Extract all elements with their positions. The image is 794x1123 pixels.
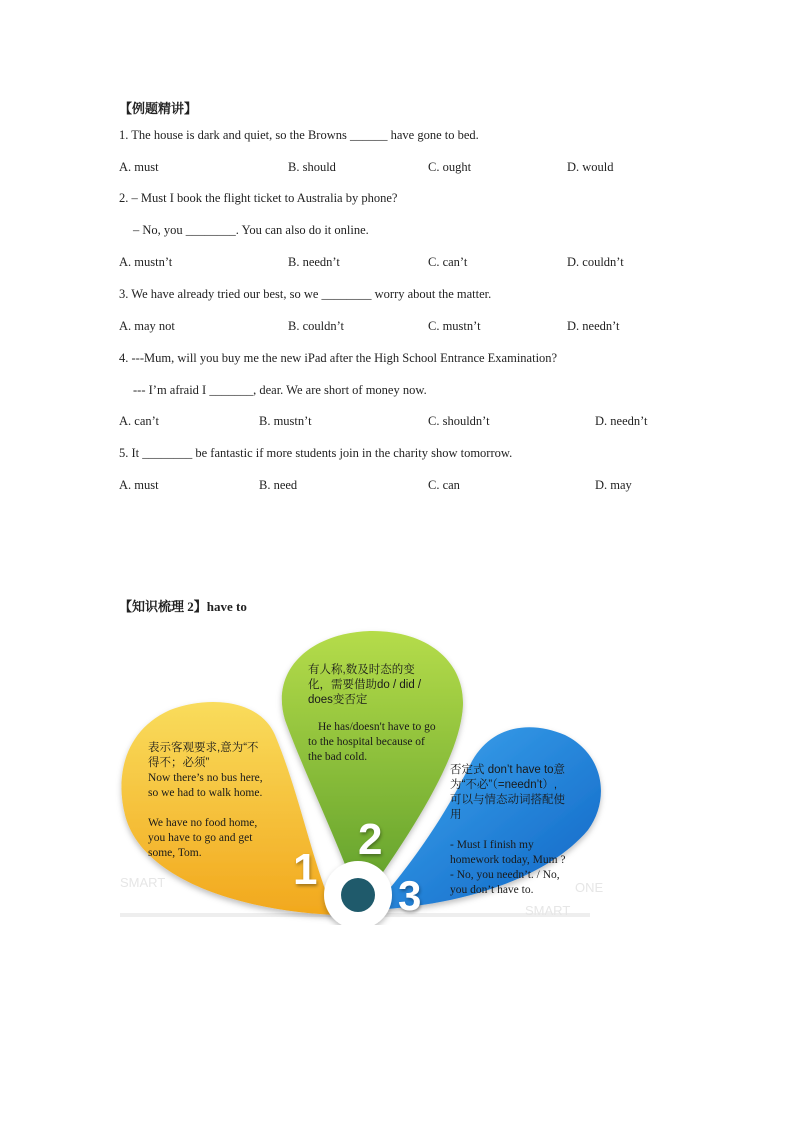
- q1-option-c: C. ought: [428, 160, 472, 174]
- section-heading-examples: 【例题精讲】: [119, 101, 198, 116]
- petal-2-line-6: to the hospital because of: [308, 736, 425, 748]
- q5-option-b: B. need: [259, 478, 298, 492]
- petal-3-text: [450, 763, 590, 898]
- petal-1-spacer: [148, 801, 298, 816]
- petal-3-line-8: - No, you needn’t. / No,: [450, 869, 560, 881]
- petal-3-line-4: 用: [450, 809, 462, 821]
- petal-2-line-7: the bad cold.: [308, 751, 368, 763]
- q1-option-a: A. must: [119, 160, 159, 174]
- petal-2-line-3: does变否定: [308, 694, 368, 706]
- petal-2-spacer: [308, 708, 458, 720]
- q4-option-b: B. mustn’t: [259, 414, 312, 428]
- question-4-stem: 4. ---Mum, will you buy me the new iPad after the High School Entrance Examination?: [119, 351, 558, 365]
- petal-1-number: 1: [293, 845, 318, 894]
- question-4-reply: --- I’m afraid I _______, dear. We are short of money now.: [133, 383, 427, 397]
- q3-option-a: A. may not: [119, 319, 175, 333]
- q3-option-b: B. couldn’t: [288, 319, 345, 333]
- question-2-stem: 2. – Must I book the flight ticket to Australia by phone?: [119, 191, 398, 205]
- petal-3-line-3: 可以与情态动词搭配使: [450, 794, 565, 806]
- petal-1-text: [148, 741, 298, 861]
- petal-3-line-9: you don’t have to.: [450, 884, 534, 896]
- petal-2-line-5: He has/doesn't have to go: [318, 721, 436, 733]
- center-dot: [341, 878, 375, 912]
- q4-option-a: A. can’t: [119, 414, 160, 428]
- petal-1-line-2: 得不；必须”: [148, 757, 210, 769]
- petal-1-line-6: We have no food home,: [148, 817, 258, 829]
- watermark-1: SMART: [120, 875, 166, 890]
- section-heading-knowledge-have-to: 【知识梳理 2】have to: [119, 599, 247, 614]
- q2-option-d: D. couldn’t: [567, 255, 624, 269]
- petal-3-line-2: 为“不必”（=needn’t）,: [450, 779, 558, 791]
- question-2-reply: – No, you ________. You can also do it online.: [133, 223, 369, 237]
- petal-1-line-1: 表示客观要求,意为“不: [148, 742, 259, 754]
- question-3-stem: 3. We have already tried our best, so we ________ worry about the matter.: [119, 287, 492, 301]
- question-5-stem: 5. It ________ be fantastic if more students join in the charity show tomorrow.: [119, 446, 513, 460]
- petal-2-line-1: 有人称,数及时态的变: [308, 664, 415, 676]
- have-to-petal-diagram: [110, 625, 610, 925]
- petal-1-line-7: you have to go and get: [148, 832, 253, 844]
- q4-option-d: D. needn’t: [595, 414, 648, 428]
- q2-option-b: B. needn’t: [288, 255, 340, 269]
- petal-2-line-2: 化，需要借助do / did /: [308, 679, 422, 691]
- petal-2-text: [308, 663, 458, 765]
- q3-option-d: D. needn’t: [567, 319, 620, 333]
- petal-3-line-1: 否定式 don’t have to意: [450, 764, 566, 776]
- q2-option-c: C. can’t: [428, 255, 468, 269]
- petal-1-line-8: some, Tom.: [148, 847, 202, 859]
- petal-3-line-7: homework today, Mum ?: [450, 854, 566, 866]
- q5-option-a: A. must: [119, 478, 159, 492]
- q5-option-c: C. can: [428, 478, 460, 492]
- petal-1-line-3: Now there’s no bus here,: [148, 772, 263, 784]
- q5-option-d: D. may: [595, 478, 632, 492]
- question-1-stem: 1. The house is dark and quiet, so the Browns ______ have gone to bed.: [119, 128, 479, 142]
- watermark-2: ONE: [575, 880, 604, 895]
- q1-option-b: B. should: [288, 160, 336, 174]
- petal-1-line-4: so we had to walk home.: [148, 787, 263, 799]
- petal-3-number: 3: [398, 872, 422, 919]
- petal-2-number: 2: [358, 815, 383, 864]
- petal-3-line-6: - Must I finish my: [450, 839, 534, 851]
- watermark-3: SMART: [525, 903, 571, 918]
- q4-option-c: C. shouldn’t: [428, 414, 490, 428]
- q3-option-c: C. mustn’t: [428, 319, 481, 333]
- petal-3-spacer: [450, 823, 590, 838]
- q2-option-a: A. mustn’t: [119, 255, 173, 269]
- q1-option-d: D. would: [567, 160, 614, 174]
